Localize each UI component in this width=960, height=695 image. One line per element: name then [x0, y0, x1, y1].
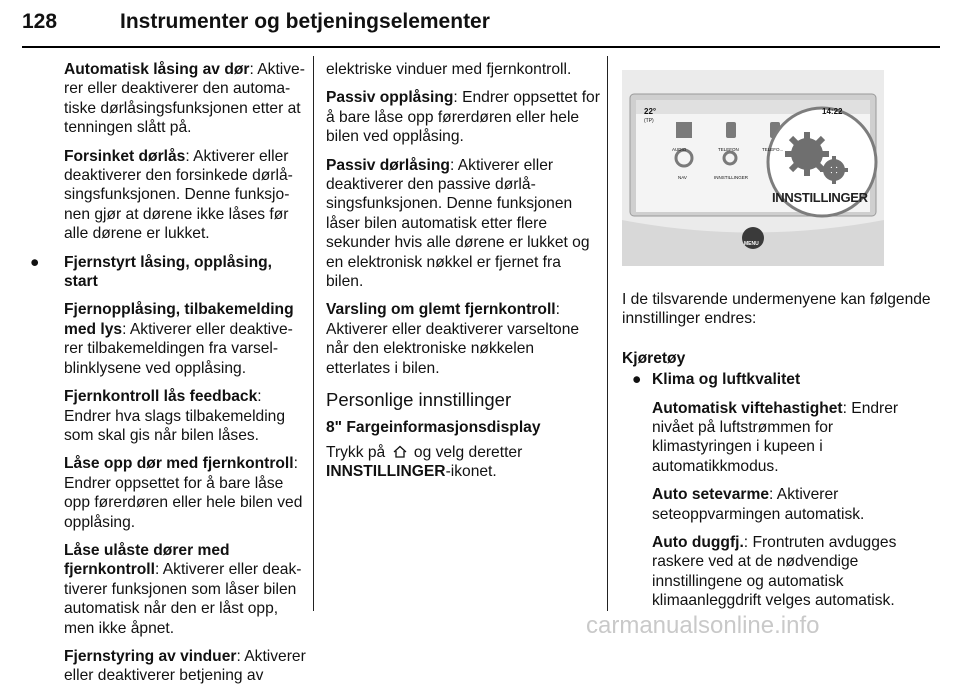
term: Fjernkontroll lås feedback [64, 388, 258, 406]
paragraph [22, 60, 306, 138]
description: : Aktiverer seteoppvarmingen automatisk. [652, 486, 865, 523]
paragraph [326, 156, 600, 292]
term: Forsinket dørlås [64, 147, 186, 165]
group-title: Kjøretøy [622, 349, 686, 367]
paragraph: I de tilsvarende undermenyene kan følgende innstillinger endres: [622, 291, 931, 328]
paragraph [22, 647, 306, 686]
description: : Aktiverer eller deaktiverer tilbakemeldingen fra varselblinklysene ved opplåsing. [64, 320, 293, 377]
app-label-telefon-2: TELEFO... [762, 147, 784, 152]
app-label-innstillinger: INNSTILLINGER [714, 175, 749, 180]
page-title: Instrumenter og betjeningselementer [120, 10, 490, 33]
watermark: carmanualsonline.info [586, 612, 820, 639]
group-heading [622, 349, 932, 368]
description: elektriske vinduer med fjernkontroll. [326, 61, 572, 78]
app-label-audio: AUDIO [672, 147, 687, 152]
description: : Endrer hva slags tilbakemelding som skal gis når bilen låses. [64, 388, 286, 444]
description: : Aktiverer eller deaktiverer den forsinkede dørlåsingsfunksjonen. Denne funksjonen gjør at dørene ikke låses før alle dørene er lukket. [64, 147, 293, 243]
description: : Aktiverer eller deaktiverer den passive dørlåsingsfunksjonen. Denne funksjonen låser bilen automatisk etter flere sekunder hvis alle dørene er lukket og en elektronisk nøkkel er fjernet fra bilen. [326, 156, 590, 291]
app-label-nav: NAV [678, 175, 687, 180]
term: Automatisk viftehastighet [652, 399, 843, 417]
term: INNSTILLINGER [326, 463, 446, 481]
paragraph [22, 300, 306, 378]
paragraph [622, 533, 932, 611]
text: Trykk på [326, 443, 386, 461]
bullet-heading: Klima og luftkvalitet [652, 371, 801, 389]
description: : Endrer nivået på luftstrømmen for klimastyringen i kupeen i automatikkmodus. [652, 399, 899, 475]
paragraph [622, 399, 932, 477]
term: Låse ulåste dører med fjernkontroll [64, 541, 230, 579]
phone-app-icon [726, 122, 736, 138]
paragraph [326, 443, 600, 482]
text: -ikonet. [445, 463, 497, 481]
term: Fjernopplåsing, tilbakemelding med lys [64, 301, 294, 338]
page-header [22, 6, 942, 48]
paragraph [622, 485, 932, 524]
description: : Aktiverer eller deaktiverer funksjonen som låser bilen automatisk når den er låst opp, men ikke åpnet. [64, 561, 302, 637]
audio-app-icon [676, 122, 692, 138]
column-3 [622, 70, 932, 620]
home-icon [393, 445, 407, 458]
paragraph [326, 88, 600, 146]
description: : Aktiverer eller deaktiverer den automatiske dørlåsingsfunksjonen etter at tenningen slått på. [64, 61, 305, 137]
display-mode: (TP) [644, 118, 654, 124]
callout-label: INNSTILLINGER [772, 190, 868, 205]
term: Fjernstyring av vinduer [64, 647, 237, 665]
description: : Aktiverer eller deaktiverer betjening av [64, 647, 306, 685]
term: Varsling om glemt fjernkontroll [326, 301, 556, 319]
bullet-item [22, 253, 306, 292]
bullet-item [622, 370, 932, 389]
display-temp: 22° [644, 107, 657, 116]
column-2 [326, 60, 600, 491]
term: Automatisk låsing av dør [64, 61, 250, 78]
display-time: 14:22 [822, 107, 843, 116]
bullet-heading: Fjernstyrt låsing, opplåsing, start [64, 253, 272, 291]
description: : Frontruten avdugges raskere ved at de nødvendige innstillingene og automatisk klimaanleggdrift velges automatisk. [652, 534, 897, 610]
column-divider [313, 56, 314, 611]
subsection-heading: 8" Fargeinformasjonsdisplay [326, 418, 541, 436]
term: Låse opp dør med fjernkontroll [64, 455, 294, 473]
term: Passiv opplåsing [326, 89, 454, 107]
paragraph [326, 300, 600, 378]
infotainment-display-illustration [622, 70, 884, 266]
paragraph [22, 147, 306, 244]
column-1 [22, 60, 306, 695]
paragraph [22, 387, 306, 445]
bullet-marker: ● [632, 371, 642, 389]
description: : Endrer oppsettet for å bare låse opp førerdøren eller hele bilen ved opplåsing. [64, 455, 303, 531]
app-label-telefon: TELEFON [718, 147, 739, 152]
paragraph [22, 541, 306, 638]
description: : Aktiverer eller deaktiverer varseltone når den elektroniske nøkkelen etterlates i bilen. [326, 301, 580, 377]
header-rule [22, 46, 940, 48]
term: Auto duggfj. [652, 534, 744, 552]
paragraph [326, 60, 600, 79]
column-divider [607, 56, 608, 611]
page-number: 128 [22, 10, 58, 33]
text: og velg deretter [413, 443, 523, 461]
term: Passiv dørlåsing [326, 156, 450, 174]
section-heading: Personlige innstillinger [326, 389, 512, 411]
bullet-marker: ● [30, 253, 40, 271]
description: : Endrer oppsettet for å bare låse opp førerdøren eller hele bilen ved opplåsing. [326, 89, 600, 146]
menu-button-label: MENU [744, 241, 759, 247]
paragraph [22, 454, 306, 532]
term: Auto setevarme [652, 486, 769, 504]
